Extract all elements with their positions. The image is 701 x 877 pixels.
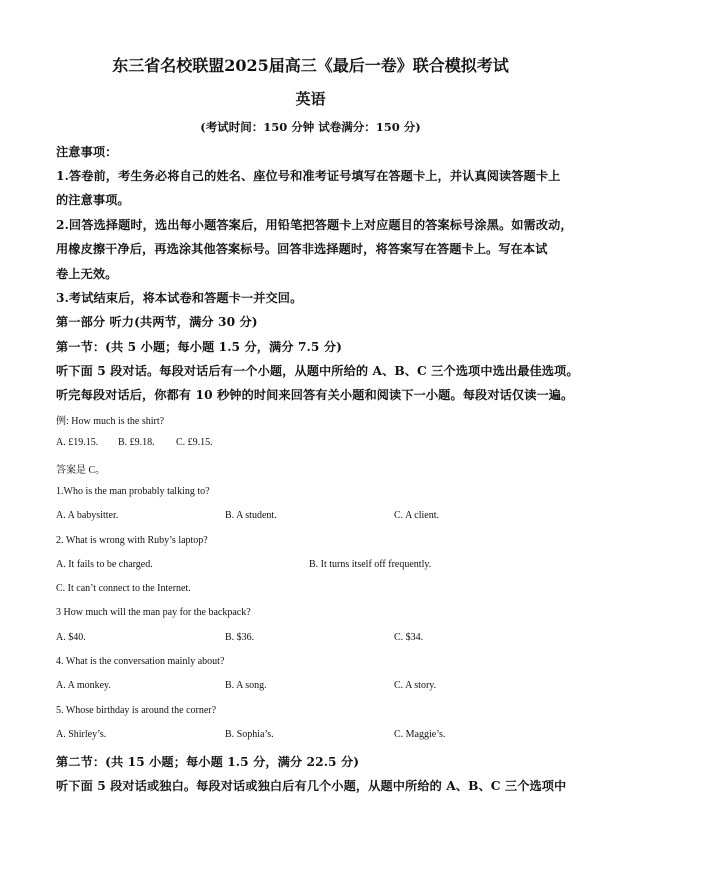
part-1-heading: 第一部分 听力(共两节，满分 30 分) [56,315,258,329]
note-2-line-1: 2.回答选择题时，选出每小题答案后，用铅笔把答题卡上对应题目的答案标号涂黑。如需改动， [56,218,573,232]
question-4-option-c: C. A story. [394,680,437,691]
question-5-option-c: C. Maggie’s. [394,729,446,740]
subject-title: 英语 [295,90,326,108]
section-2-heading: 第二节：(共 15 小题；每小题 1.5 分，满分 22.5 分) [56,755,360,769]
question-3: 3 How much will the man pay for the backpack? [56,607,251,618]
section-1-instruction-1: 听下面 5 段对话。每段对话后有一个小题，从题中所给的 A、B、C 三个选项中选出最佳选项。 [56,364,579,378]
question-3-option-b: B. $36. [225,632,255,643]
note-1-line-1: 1.答卷前，考生务必将自己的姓名、座位号和准考证号填写在答题卡上，并认真阅读答题卡上 [56,169,561,183]
section-1-instruction-2: 听完每段对话后，你都有 10 秒钟的时间来回答有关小题和阅读下一小题。每段对话仅读一遍。 [56,388,574,402]
question-1: 1.Who is the man probably talking to? [56,486,210,497]
question-3-option-a: A. $40. [56,632,86,643]
question-2-option-c: C. It can’t connect to the Internet. [56,583,191,594]
question-5: 5. Whose birthday is around the corner? [56,705,217,716]
exam-title: 东三省名校联盟2025届高三《最后一卷》联合模拟考试 [112,56,509,75]
question-4: 4. What is the conversation mainly about? [56,656,225,667]
question-1-option-c: C. A client. [394,510,439,521]
question-2-option-a: A. It fails to be charged. [56,559,153,570]
note-1-line-2: 的注意事项。 [56,193,130,207]
question-2: 2. What is wrong with Ruby’s laptop? [56,535,208,546]
question-3-option-c: C. $34. [394,632,424,643]
note-3: 3.考试结束后，将本试卷和答题卡一并交回。 [56,291,303,305]
example-option-c: C. £9.15. [176,437,213,448]
section-1-heading: 第一节：(共 5 小题；每小题 1.5 分，满分 7.5 分) [56,340,342,354]
note-2-line-3: 卷上无效。 [56,267,118,281]
example-answer: 答案是 C。 [56,465,106,476]
question-5-option-b: B. Sophia’s. [225,729,274,740]
example-option-a: A. £19.15. [56,437,99,448]
example-option-b: B. £9.18. [118,437,155,448]
exam-info: (考试时间：150 分钟 试卷满分：150 分) [200,120,421,134]
question-5-option-a: A. Shirley’s. [56,729,107,740]
question-4-option-b: B. A song. [225,680,267,691]
example-question: 例: How much is the shirt? [56,416,165,427]
question-4-option-a: A. A monkey. [56,680,111,691]
section-2-instruction: 听下面 5 段对话或独白。每段对话或独白后有几个小题，从题中所给的 A、B、C 三个选项中 [56,779,567,793]
question-1-option-a: A. A babysitter. [56,510,119,521]
notes-heading: 注意事项： [56,145,118,159]
note-2-line-2: 用橡皮擦干净后，再选涂其他答案标号。回答非选择题时，将答案写在答题卡上。写在本试 [56,242,548,256]
question-2-option-b: B. It turns itself off frequently. [309,559,432,570]
question-1-option-b: B. A student. [225,510,277,521]
